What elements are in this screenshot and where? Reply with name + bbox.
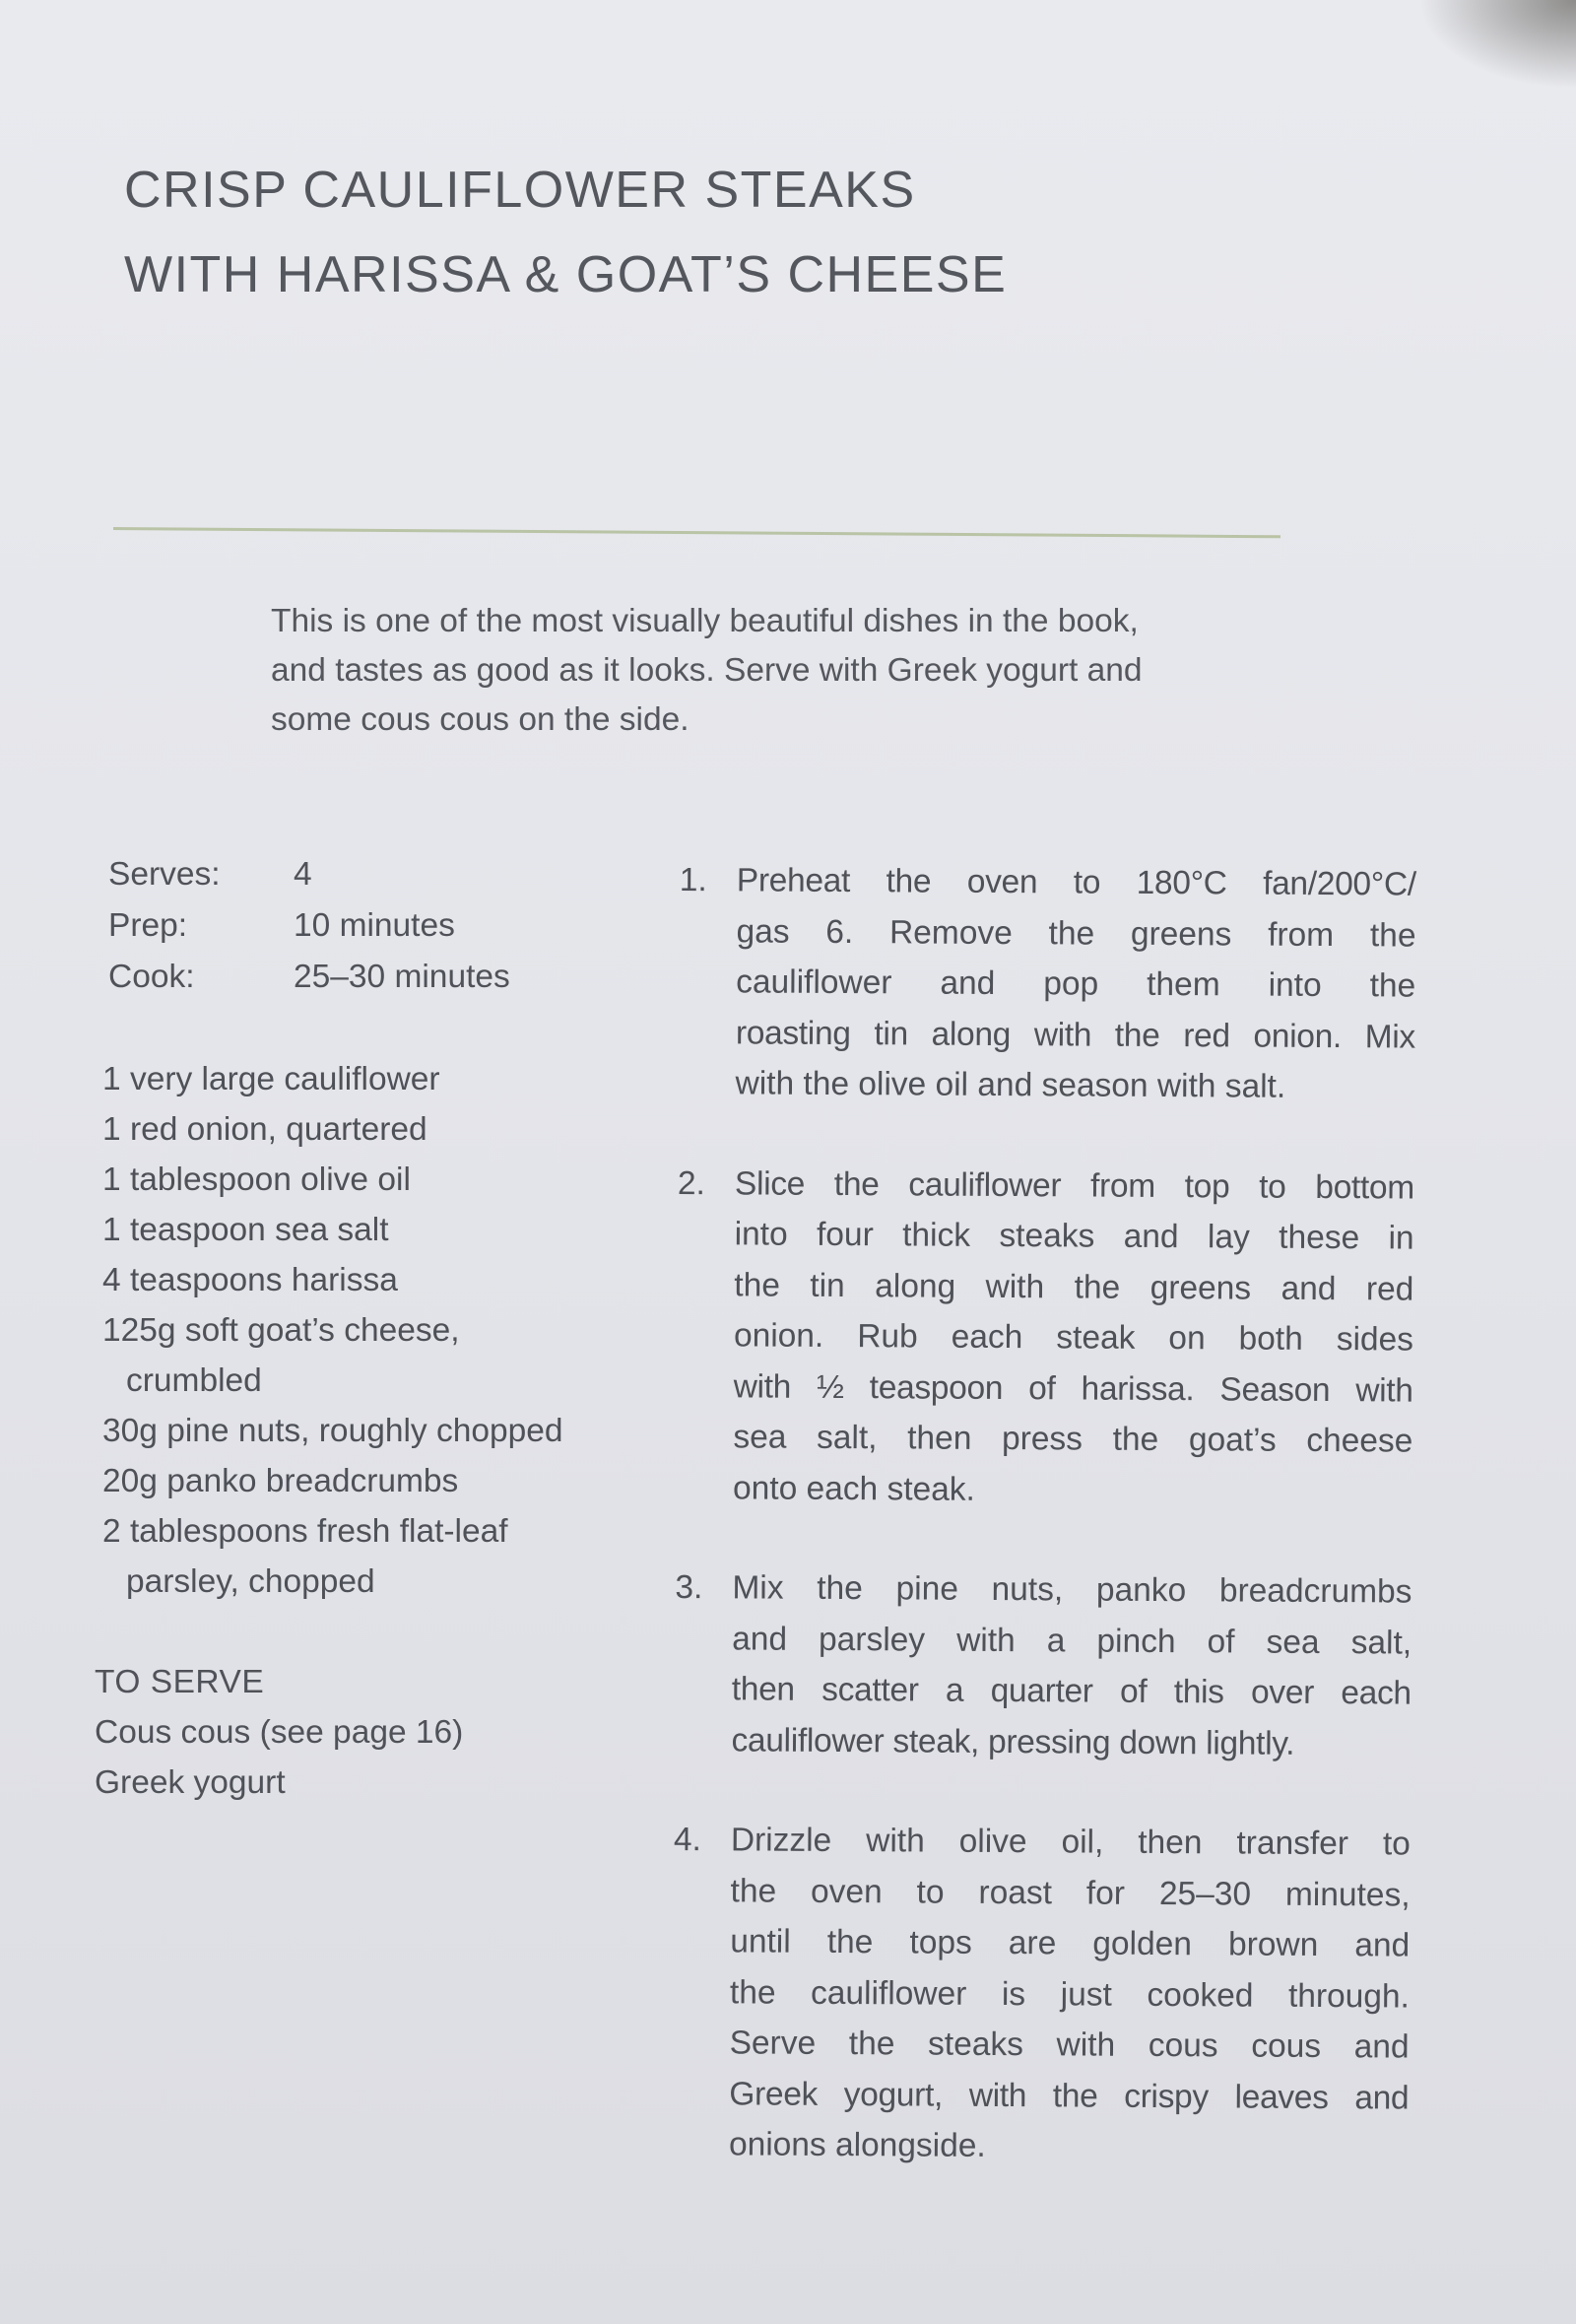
step-line: and parsley with a pinch of sea salt,	[732, 1620, 1412, 1662]
cook-row	[108, 952, 510, 1003]
step-line: with the olive oil and season with salt.	[735, 1065, 1286, 1105]
step-line: roasting tin along with the red onion. Mix	[735, 1014, 1415, 1056]
step-line: Mix the pine nuts, panko breadcrumbs	[732, 1569, 1412, 1611]
step-number: 4.	[673, 1821, 701, 1859]
step-line: the oven to roast for 25–30 minutes,	[730, 1872, 1411, 1914]
ingredient-item: 30g pine nuts, roughly chopped	[102, 1413, 563, 1449]
method-step	[674, 1562, 1433, 1770]
step-line: Preheat the oven to 180°C fan/200°C/	[736, 862, 1416, 903]
step-text	[729, 1815, 1411, 2174]
method-step	[678, 855, 1438, 1113]
prep-label: Prep:	[108, 907, 188, 944]
step-line: Slice the cauliflower from top to bottom	[734, 1164, 1415, 1207]
ingredient-item: 1 very large cauliflower	[102, 1061, 440, 1097]
to-serve-section	[95, 1657, 463, 1808]
intro-line: and tastes as good as it looks. Serve with Greek yogurt and	[271, 652, 1143, 689]
method-steps	[672, 855, 1438, 2224]
ingredient-item: 1 tablespoon olive oil	[102, 1162, 411, 1198]
to-serve-item: Greek yogurt	[95, 1764, 286, 1801]
step-line: the cauliflower is just cooked through.	[729, 1973, 1411, 2016]
step-text	[733, 1159, 1414, 1518]
intro-line: some cous cous on the side.	[271, 701, 690, 738]
step-line: cauliflower steak, pressing down lightly.	[731, 1721, 1295, 1762]
ingredient-item: 20g panko breadcrumbs	[102, 1463, 459, 1499]
step-line: into four thick steaks and lay these in	[734, 1216, 1414, 1257]
step-line: with ½ teaspoon of harissa. Season with	[733, 1367, 1413, 1410]
serves-value: 4	[294, 856, 312, 893]
title-line: WITH HARISSA & GOAT’S CHEESE	[124, 246, 1008, 303]
recipe-title	[124, 148, 1007, 317]
ingredient-item: 1 teaspoon sea salt	[102, 1212, 389, 1248]
step-line: sea salt, then press the goat’s cheese	[733, 1419, 1413, 1460]
ingredient-item: 4 teaspoons harissa	[102, 1262, 398, 1298]
page-corner-shadow	[1418, 0, 1576, 89]
step-line: gas 6. Remove the greens from the	[736, 912, 1416, 955]
serves-label: Serves:	[108, 856, 221, 893]
to-serve-item: Cous cous (see page 16)	[95, 1714, 464, 1751]
step-line: Serve the steaks with cous cous and	[729, 2025, 1410, 2066]
step-line: Drizzle with olive oil, then transfer to	[730, 1822, 1411, 1863]
title-divider	[113, 527, 1280, 538]
ingredient-item: 125g soft goat’s cheese,	[102, 1312, 460, 1349]
step-line: cauliflower and pop them into the	[736, 963, 1416, 1005]
step-line: Greek yogurt, with the crispy leaves and	[729, 2075, 1410, 2117]
step-line: onion. Rub each steak on both sides	[733, 1317, 1414, 1359]
prep-row	[108, 900, 510, 952]
cook-label: Cook:	[108, 959, 195, 995]
prep-value: 10 minutes	[294, 907, 455, 944]
ingredient-item-continued: parsley, chopped	[126, 1563, 375, 1600]
recipe-intro	[271, 597, 1295, 745]
step-text	[735, 855, 1416, 1113]
recipe-meta	[108, 849, 510, 1003]
cook-value: 25–30 minutes	[294, 959, 510, 995]
step-line: onto each steak.	[732, 1469, 976, 1508]
ingredient-item-continued: crumbled	[126, 1362, 262, 1399]
to-serve-heading: TO SERVE	[95, 1664, 265, 1700]
ingredient-item: 2 tablespoons fresh flat-leaf	[102, 1513, 508, 1550]
step-line: then scatter a quarter of this over each	[731, 1671, 1412, 1712]
ingredient-item: 1 red onion, quartered	[102, 1111, 427, 1148]
ingredients-list	[102, 1054, 693, 1607]
step-number: 2.	[677, 1164, 706, 1202]
method-step	[672, 1815, 1432, 2174]
step-text	[731, 1562, 1412, 1769]
step-line: the tin along with the greens and red	[734, 1266, 1414, 1308]
title-line: CRISP CAULIFLOWER STEAKS	[124, 162, 916, 219]
method-step	[676, 1158, 1436, 1517]
step-line: onions alongside.	[728, 2126, 986, 2164]
step-number: 1.	[679, 861, 707, 899]
intro-line: This is one of the most visually beautiful dishes in the book,	[271, 603, 1139, 639]
serves-row	[108, 849, 510, 900]
step-number: 3.	[675, 1568, 703, 1607]
step-line: until the tops are golden brown and	[730, 1923, 1411, 1964]
